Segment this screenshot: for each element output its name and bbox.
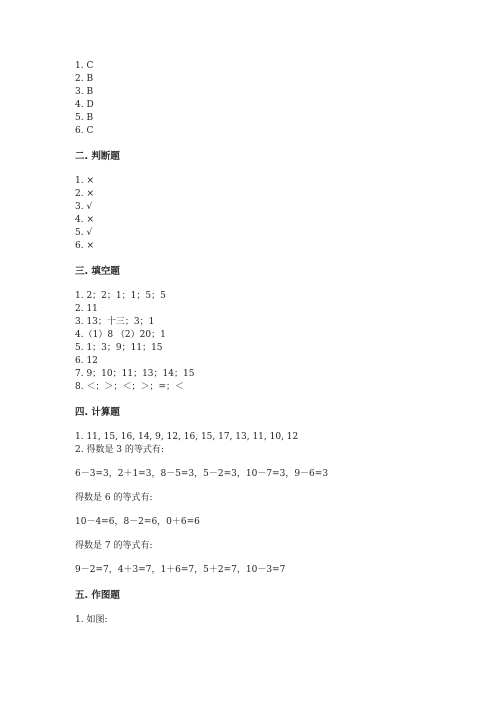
answer-item: 7. 9；10；11；13；14；15 xyxy=(75,369,195,379)
section-2-true-false-answers xyxy=(75,175,475,253)
answer-item: 4. D xyxy=(75,100,94,110)
answer-item: 5. 1；3；9；11；15 xyxy=(75,343,163,353)
answer-item: 6. 12 xyxy=(75,356,98,366)
section-5-drawing-answers xyxy=(75,614,475,627)
equation-line: 10－4=6，8－2=6，0＋6=6 xyxy=(75,517,200,527)
answer-item: 4.（1）8 （2）20；1 xyxy=(75,330,166,340)
answer-item: 3. √ xyxy=(75,202,93,212)
answer-item: 1. 如图: xyxy=(75,615,108,625)
answer-item: 2. 得数是 3 的等式有: xyxy=(75,445,164,455)
section-2-heading: 二. 判断题 xyxy=(75,151,120,162)
result-label: 得数是 7 的等式有: xyxy=(75,541,153,551)
equation-line: 6－3=3，2＋1=3，8－5=3，5－2=3，10－7=3，9－6=3 xyxy=(75,469,329,479)
section-4-calculation-answers xyxy=(75,431,475,577)
answer-item: 4. × xyxy=(75,215,94,225)
section-4-heading: 四. 计算题 xyxy=(75,407,120,418)
result-label: 得数是 6 的等式有: xyxy=(75,493,153,503)
answer-item: 2. × xyxy=(75,189,94,199)
answer-item: 5. B xyxy=(75,113,94,123)
answer-item: 6. × xyxy=(75,241,94,251)
answer-page xyxy=(75,60,475,627)
answer-item: 1. × xyxy=(75,176,94,186)
answer-item: 1. 11, 15, 16, 14, 9, 12, 16, 15, 17, 13, 11, 10, 12 xyxy=(75,432,299,442)
answer-item: 6. C xyxy=(75,126,94,136)
answer-item: 8. ＜；＞；＜；＞；=；＜ xyxy=(75,382,184,392)
answer-item: 3. B xyxy=(75,87,94,97)
answer-item: 5. √ xyxy=(75,228,93,238)
answer-item: 2. 11 xyxy=(75,304,98,314)
answer-item: 1. C xyxy=(75,61,94,71)
answer-item: 1. 2；2；1；1；5；5 xyxy=(75,291,166,301)
answer-item: 2. B xyxy=(75,74,94,84)
answer-item: 3. 13；十三；3；1 xyxy=(75,317,155,327)
section-1-choice-answers xyxy=(75,60,475,138)
section-5-heading: 五. 作图题 xyxy=(75,590,120,601)
equation-line: 9－2=7，4＋3=7，1＋6=7，5＋2=7，10－3=7 xyxy=(75,565,286,575)
section-3-heading: 三. 填空题 xyxy=(75,266,120,277)
section-3-fill-blank-answers xyxy=(75,290,475,394)
